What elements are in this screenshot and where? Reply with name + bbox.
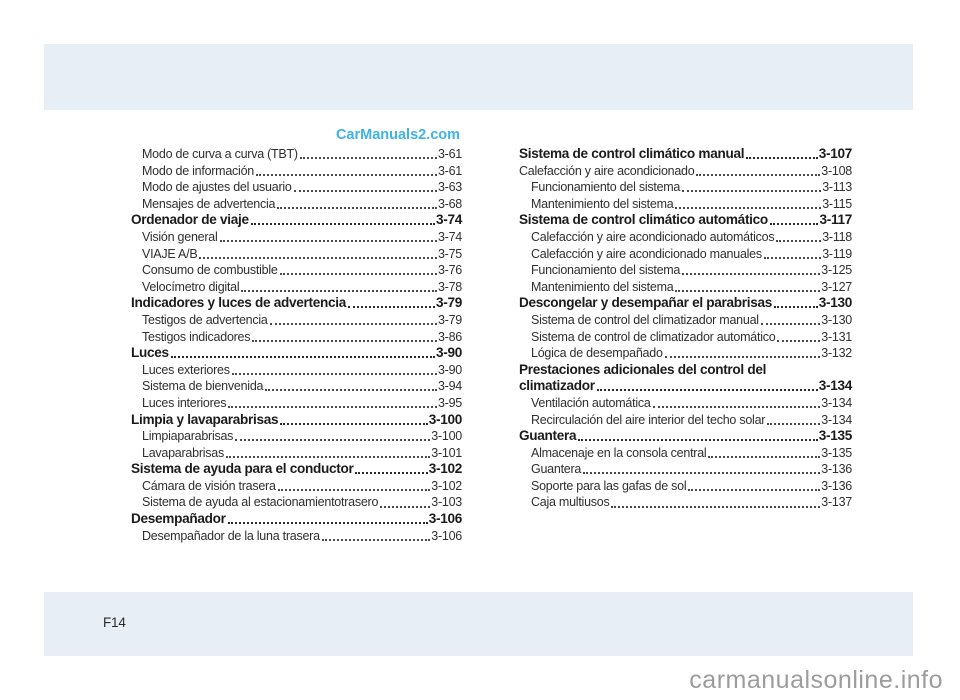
toc-heading [519, 146, 852, 163]
dot-leader [777, 329, 820, 342]
dot-leader [665, 345, 821, 358]
site-logo[interactable]: CarManuals2.com [335, 127, 461, 143]
toc-entry-page: 3-79 [437, 312, 462, 327]
toc-entry-page: 3-118 [822, 229, 852, 244]
dot-leader [270, 312, 437, 325]
toc-heading [519, 428, 852, 445]
toc-entry-page: 3-136 [821, 478, 852, 493]
dot-leader [675, 279, 820, 292]
toc-entry [131, 528, 462, 545]
toc-entry-title: Descongelar y desempañar el parabrisas [519, 295, 773, 311]
toc-entry-title: Testigos indicadores [142, 329, 251, 344]
toc-entry-page: 3-134 [821, 412, 852, 427]
dot-leader [776, 229, 821, 242]
toc-entry-page: 3-135 [818, 428, 852, 444]
toc-entry-page: 3-130 [818, 295, 852, 311]
toc-entry-page: 3-94 [437, 379, 462, 394]
dot-leader [277, 196, 437, 209]
dot-leader [280, 262, 437, 275]
dot-leader [380, 494, 430, 507]
toc-entry [519, 179, 852, 196]
toc-entry [131, 246, 462, 263]
toc-entry-page: 3-100 [428, 411, 462, 427]
toc-entry-title: Ventilación automática [531, 395, 651, 410]
toc-entry-page: 3-68 [437, 196, 462, 211]
toc-entry [519, 395, 852, 412]
toc-entry-page: 3-103 [431, 495, 462, 510]
toc-entry-title: Soporte para las gafas de sol [531, 478, 687, 493]
toc-entry-page: 3-106 [428, 511, 462, 527]
dot-leader [256, 163, 437, 176]
dot-leader [682, 262, 820, 275]
dot-leader [199, 246, 437, 259]
toc-heading [131, 511, 462, 528]
toc-entry [131, 395, 462, 412]
toc-entry-page: 3-74 [435, 212, 462, 228]
toc-entry-page: 3-76 [437, 263, 462, 278]
dot-leader [228, 395, 437, 408]
dot-leader [696, 163, 820, 176]
toc-entry-title: Calefacción y aire acondicionado automáticos [531, 229, 775, 244]
toc-entry [131, 478, 462, 495]
toc-entry-title: Modo de curva a curva (TBT) [142, 147, 298, 161]
toc-entry-page: 3-130 [821, 312, 852, 327]
toc-entry-page: 3-117 [819, 212, 852, 228]
toc-entry-title: VIAJE A/B [142, 246, 198, 261]
toc-entry-title: Sistema de ayuda para el conductor [131, 461, 354, 477]
toc-entry-page: 3-125 [821, 263, 852, 278]
toc-entry-title: climatizador [519, 378, 595, 394]
toc-entry [131, 445, 462, 462]
toc-entry [131, 146, 462, 163]
toc-entry [131, 179, 462, 196]
toc-entry [519, 262, 852, 279]
toc-entry-title: Funcionamiento del sistema [531, 263, 681, 278]
toc-entry-page: 3-78 [437, 279, 462, 294]
bottom-decorative-band [44, 592, 913, 656]
toc-entry-title: Luces exteriores [142, 362, 230, 377]
dot-leader [241, 279, 437, 292]
dot-leader [235, 428, 430, 441]
dot-leader [265, 378, 437, 391]
toc-heading [131, 412, 462, 429]
toc-heading [131, 295, 462, 312]
toc-entry-title: Prestaciones adicionales del control del [519, 361, 767, 377]
dot-leader [171, 345, 435, 358]
dot-leader [232, 362, 437, 375]
toc-entry-page: 3-74 [437, 229, 462, 244]
toc-entry-page: 3-106 [431, 528, 462, 543]
toc-entry-page: 3-63 [437, 180, 462, 195]
toc-entry [131, 428, 462, 445]
toc-entry-page: 3-137 [821, 495, 852, 510]
toc-entry-title: Consumo de combustible [142, 263, 278, 278]
dot-leader [300, 146, 437, 159]
toc-entry [131, 329, 462, 346]
toc-entry [519, 412, 852, 429]
dot-leader [226, 445, 430, 458]
toc-entry [131, 378, 462, 395]
toc-entry-page: 3-90 [435, 345, 462, 361]
toc-entry-title: Modo de ajustes del usuario [142, 180, 292, 195]
toc-entry-page: 3-95 [437, 395, 462, 410]
toc-entry-page: 3-75 [437, 246, 462, 261]
dot-leader [251, 212, 435, 225]
dot-leader [764, 246, 821, 259]
dot-leader [348, 295, 435, 308]
watermark: carmanualsonline.info [689, 666, 943, 694]
toc-entry-page: 3-113 [822, 180, 852, 195]
toc-entry-title: Calefacción y aire acondicionado [519, 163, 695, 178]
dot-leader [280, 412, 427, 425]
toc-entry-page: 3-107 [818, 146, 852, 161]
toc-entry [519, 229, 852, 246]
toc-entry-title: Lógica de desempañado [531, 346, 663, 361]
toc-entry-title: Luces interiores [142, 395, 227, 410]
toc-entry-title: Caja multiusos [531, 495, 610, 510]
dot-leader [770, 212, 819, 225]
dot-leader [708, 445, 820, 458]
toc-entry-page: 3-119 [822, 246, 852, 261]
toc-heading [131, 212, 462, 229]
toc-entry-title: Limpia y lavaparabrisas [131, 411, 279, 427]
toc-entry-title: Guantera [531, 462, 582, 477]
toc-entry-page: 3-132 [821, 346, 852, 361]
toc-entry-title: Funcionamiento del sistema [531, 180, 681, 195]
toc-entry [519, 196, 852, 213]
toc-entry [131, 229, 462, 246]
dot-leader [294, 179, 437, 192]
toc-entry-title: Sistema de control climático manual [519, 146, 745, 161]
toc-entry-title: Mantenimiento del sistema [531, 196, 674, 211]
toc-entry-title: Mensajes de advertencia [142, 196, 276, 211]
toc-entry-page: 3-134 [818, 378, 852, 394]
dot-leader [278, 478, 431, 491]
toc-entry-page: 3-100 [431, 429, 462, 444]
toc-entry-title: Sistema de control de climatizador automático [531, 329, 776, 344]
toc-column-right [519, 146, 852, 511]
dot-leader [228, 511, 428, 524]
toc-entry-title: Indicadores y luces de advertencia [131, 295, 346, 311]
dot-leader [761, 312, 820, 325]
toc-entry [519, 445, 852, 462]
toc-entry-title: Sistema de bienvenida [142, 379, 264, 394]
toc-entry [519, 312, 852, 329]
toc-entry-title: Desempañador [131, 511, 226, 527]
toc-entry-page: 3-79 [435, 295, 462, 311]
dot-leader [611, 494, 820, 507]
toc-entry [519, 329, 852, 346]
toc-entry-title: Recirculación del aire interior del techo solar [531, 412, 766, 427]
toc-entry-page: 3-90 [437, 362, 462, 377]
toc-entry [131, 362, 462, 379]
toc-entry-title: Testigos de advertencia [142, 312, 268, 327]
dot-leader [220, 229, 437, 242]
dot-leader [322, 528, 430, 541]
toc-entry [519, 494, 852, 511]
toc-entry-page: 3-131 [821, 329, 852, 344]
toc-entry-page: 3-86 [437, 329, 462, 344]
toc-entry-title: Calefacción y aire acondicionado manuales [531, 246, 762, 261]
toc-entry-title: Cámara de visión trasera [142, 478, 276, 493]
dot-leader [252, 329, 437, 342]
dot-leader [688, 478, 820, 491]
toc-entry-title: Sistema de control climático automático [519, 212, 768, 228]
dot-leader [597, 378, 818, 391]
toc-heading [519, 212, 852, 229]
toc-entry-page: 3-134 [821, 395, 852, 410]
dot-leader [583, 461, 820, 474]
toc-entry [519, 478, 852, 495]
toc-column-left [131, 146, 462, 544]
toc-entry [131, 196, 462, 213]
toc-entry [131, 163, 462, 180]
toc-entry-page: 3-61 [437, 147, 462, 161]
toc-entry-title: Desempañador de la luna trasera [142, 528, 320, 543]
toc-entry-title: Lavaparabrisas [142, 445, 224, 460]
toc-entry-title: Sistema de control del climatizador manual [531, 312, 759, 327]
dot-leader [675, 196, 821, 209]
toc-entry-title: Modo de información [142, 163, 254, 178]
toc-heading [519, 378, 852, 395]
toc-entry-title: Almacenaje en la consola central [531, 445, 707, 460]
toc-entry-title: Luces [131, 345, 169, 361]
toc-entry [519, 163, 852, 180]
dot-leader [578, 428, 817, 441]
toc-entry [519, 246, 852, 263]
toc-entry [519, 461, 852, 478]
toc-entry-title: Sistema de ayuda al estacionamientotrasero [142, 495, 379, 510]
toc-entry [131, 494, 462, 511]
toc-entry-page: 3-115 [822, 196, 852, 211]
toc-heading [519, 362, 852, 379]
dot-leader [746, 146, 818, 159]
toc-entry-title: Visión general [142, 229, 218, 244]
dot-leader [653, 395, 821, 408]
toc-entry-page: 3-102 [428, 461, 462, 477]
toc-heading [131, 345, 462, 362]
toc-entry-page: 3-136 [821, 462, 852, 477]
toc-entry-page: 3-61 [437, 163, 462, 178]
toc-heading [131, 461, 462, 478]
dot-leader [767, 412, 820, 425]
toc-entry-page: 3-127 [821, 279, 852, 294]
toc-entry-page: 3-101 [431, 445, 462, 460]
toc-entry-title: Mantenimiento del sistema [531, 279, 674, 294]
page-number-label: F14 [103, 615, 126, 630]
toc-entry-page: 3-102 [431, 478, 462, 493]
toc-entry-title: Ordenador de viaje [131, 212, 249, 228]
toc-entry [519, 345, 852, 362]
toc-heading [519, 295, 852, 312]
toc-entry-page: 3-135 [821, 445, 852, 460]
dot-leader [355, 461, 427, 474]
top-decorative-band [44, 44, 913, 110]
toc-entry-title: Guantera [519, 428, 577, 444]
toc-entry-title: Limpiaparabrisas [142, 429, 234, 444]
toc-entry [519, 279, 852, 296]
dot-leader [774, 295, 818, 308]
toc-entry-page: 3-108 [821, 163, 852, 178]
dot-leader [682, 179, 821, 192]
toc-entry [131, 262, 462, 279]
toc-entry [131, 279, 462, 296]
toc-entry [131, 312, 462, 329]
toc-entry-title: Velocímetro digital [142, 279, 240, 294]
